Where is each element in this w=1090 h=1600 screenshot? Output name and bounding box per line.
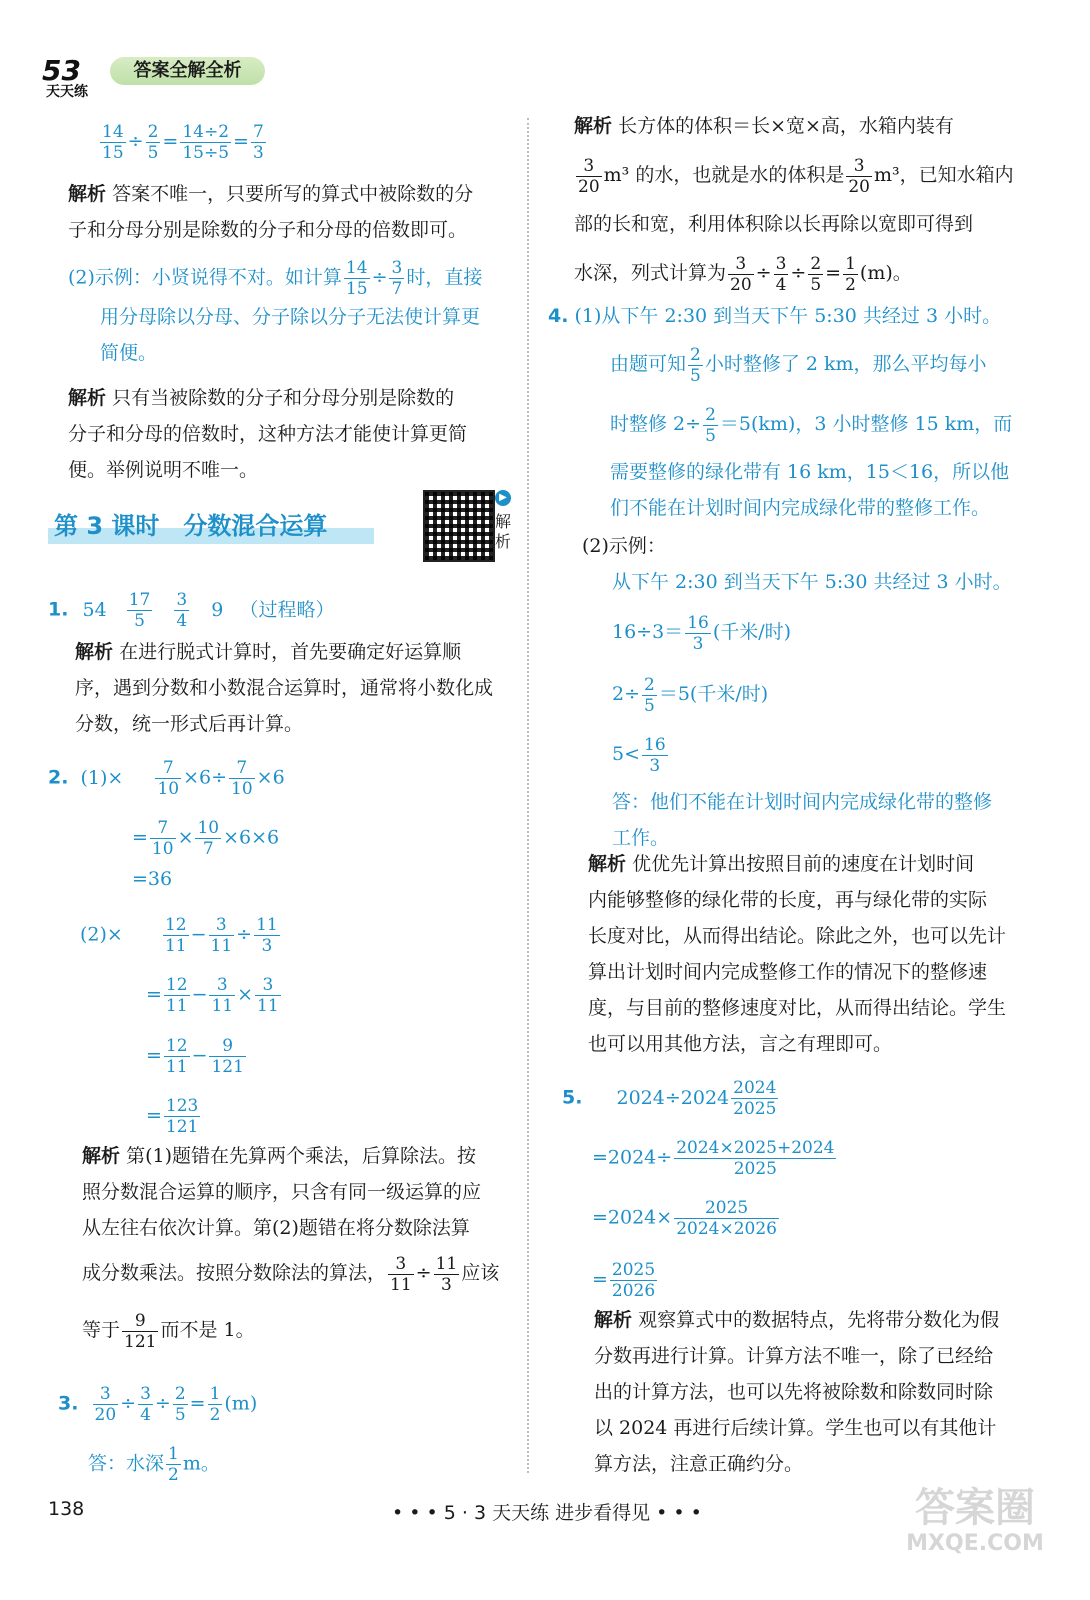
play-icon[interactable]: ▶ (495, 490, 511, 506)
question-2-part-2-step-3: = $\frac{12}{11}$ − $\frac{9}{121}$ (146, 1036, 244, 1077)
qr-code[interactable] (423, 490, 495, 562)
question-5-step-3: =2024× $\frac{2025}{2024\times 2026}$ (592, 1198, 777, 1239)
analysis-block-2: 解析 只有当被除数的分子和分母分别是除数的 分子和分母的倍数时，这种方法才能使计算更简 便。举例说明不唯一。 (68, 387, 468, 481)
fraction-example-line: $\frac{14}{15}$ ÷ $\frac{2}{5}$ = $\frac{14\div 2}{15\div 5}$ = $\frac{7}{3}$ (102, 122, 264, 163)
analysis-block-4: 解析 第(1)题错在先算两个乘法，后算除法。按 照分数混合运算的顺序，只含有同一级运算的应 从左往右依次计算。第(2)题错在将分数除法算 成分数乘法。按照分数除法的算法， $\frac{3}{11}$ ÷ $\frac{11}{3}$ 应该 等于 $\frac{9}{121}$ 而不是 1。 (82, 1145, 500, 1352)
question-1: 1. 54 $\frac{17}{5}$ $\frac{3}{4}$ 9 （过程略） (48, 590, 335, 631)
column-divider (527, 118, 529, 1473)
question-5-step-4: = $\frac{2025}{2026}$ (592, 1260, 656, 1301)
analysis-block-6: 解析 优优先计算出按照目前的速度在计划时间 内能够整修的绿化带的长度，再与绿化带的实际 长度对比，从而得出结论。除此之外，也可以先计 算出计划时间内完成整修工作的情况下的整修速 度，与目前的整修速度对比，从而得出结论。学生 也可以用其他方法，言之有理即可。 (588, 853, 1007, 1055)
analysis-block-1: 解析 答案不唯一，只要所写的算式中被除数的分 子和分母分别是除数的分子和分母的倍数即可。 (68, 183, 474, 241)
svg-text:天天练: 天天练 (46, 84, 88, 98)
question-2-part-1-step-1: 2. (1)× $\frac{7}{10}$ ×6÷ $\frac{7}{10}$ ×6 (48, 758, 285, 799)
section-title: 第 3 课时 分数混合运算 (48, 508, 374, 544)
svg-text:53: 53 (42, 54, 81, 87)
question-3: 3. $\frac{3}{20}$ ÷ $\frac{3}{4}$ ÷ $\frac{2}{5}$ = $\frac{1}{2}$ (m) (58, 1384, 258, 1425)
question-2-part-2-step-4: = $\frac{123}{121}$ (146, 1096, 199, 1137)
question-2-part-1-step-3: =36 (132, 868, 173, 890)
question-5-step-2: =2024÷ $\frac{2024\times 2025+2024}{2025}$ (592, 1138, 835, 1179)
question-3-answer: 答：水深 $\frac{1}{2}$ m。 (88, 1444, 220, 1485)
question-2-part-1-step-2: = $\frac{7}{10}$ × $\frac{10}{7}$ ×6×6 (132, 818, 280, 859)
page-number: 138 (48, 1498, 85, 1520)
header-title: 答案全解全析 (110, 57, 265, 85)
question-2-part-2-step-2: = $\frac{12}{11}$ − $\frac{3}{11}$ × $\frac{3}{11}$ (146, 975, 279, 1016)
example-2-block: (2)示例：小贤说得不对。如计算 $\frac{14}{15}$ ÷ $\frac{3}{7}$ 时，直接 用分母除以分母、分子除以分子无法使计算更 简便。 (68, 258, 483, 364)
question-2-part-2-step-1: (2)× $\frac{12}{11}$ − $\frac{3}{11}$ ÷ $\frac{11}{3}$ (80, 915, 278, 956)
question-4-part-1: 4. (1)从下午 2:30 到当天下午 5:30 共经过 3 小时。 由题可知 $\frac{2}{5}$ 小时整修了 2 km，那么平均每小 时整修 2÷ $\frac{2}{5}$ ＝5(km)，3 小时整修 15 km，而 需要整修的绿化带有 16 km，15＜16，所以他 们不能在计划时间内完成绿化带的整修工作。 (548, 305, 1013, 519)
qr-label: 解析 (495, 512, 512, 551)
analysis-block-3: 解析 在进行脱式计算时，首先要确定好运算顺 序，遇到分数和小数混合运算时，通常将小数化成 分数，统一形式后再计算。 (75, 641, 494, 735)
analysis-block-5: 解析 长方体的体积＝长×宽×高，水箱内装有 $\frac{3}{20}$ m³ 的水，也就是水的体积是 $\frac{3}{20}$ m³，已知水箱内 部的长和宽，利用体积除以长再除以宽即可得到 水深，列式计算为 $\frac{3}{20}$ ÷ $\frac{3}{4}$ ÷ $\frac{2}{5}$ = $\frac{1}{2}$ (m)。 (574, 115, 1014, 295)
watermark: 答案圈 MXQE.COM (906, 1485, 1044, 1556)
footer-slogan: • • • 5 · 3 天天练 进步看得见 • • • (392, 1502, 702, 1524)
question-4-part-2: (2)示例： 从下午 2:30 到当天下午 5:30 共经过 3 小时。 16÷3＝ $\frac{16}{3}$ (千米/时) 2÷ $\frac{2}{5}$ ＝5(千米/时) 5< $\frac{16}{3}$ 答：他们不能在计划时间内完成绿化带的整修 工作。 (582, 535, 1012, 849)
analysis-block-7: 解析 观察算式中的数据特点，先将带分数化为假 分数再进行计算。计算方法不唯一，除了已经给 出的计算方法，也可以先将被除数和除数同时除 以 2024 再进行后续计算。学生也可以有其他计 算方法，注意正确约分。 (594, 1309, 1000, 1475)
brand-logo (40, 50, 110, 98)
question-5-step-1: 5. 2024÷2024 $\frac{2024}{2025}$ (562, 1078, 777, 1119)
